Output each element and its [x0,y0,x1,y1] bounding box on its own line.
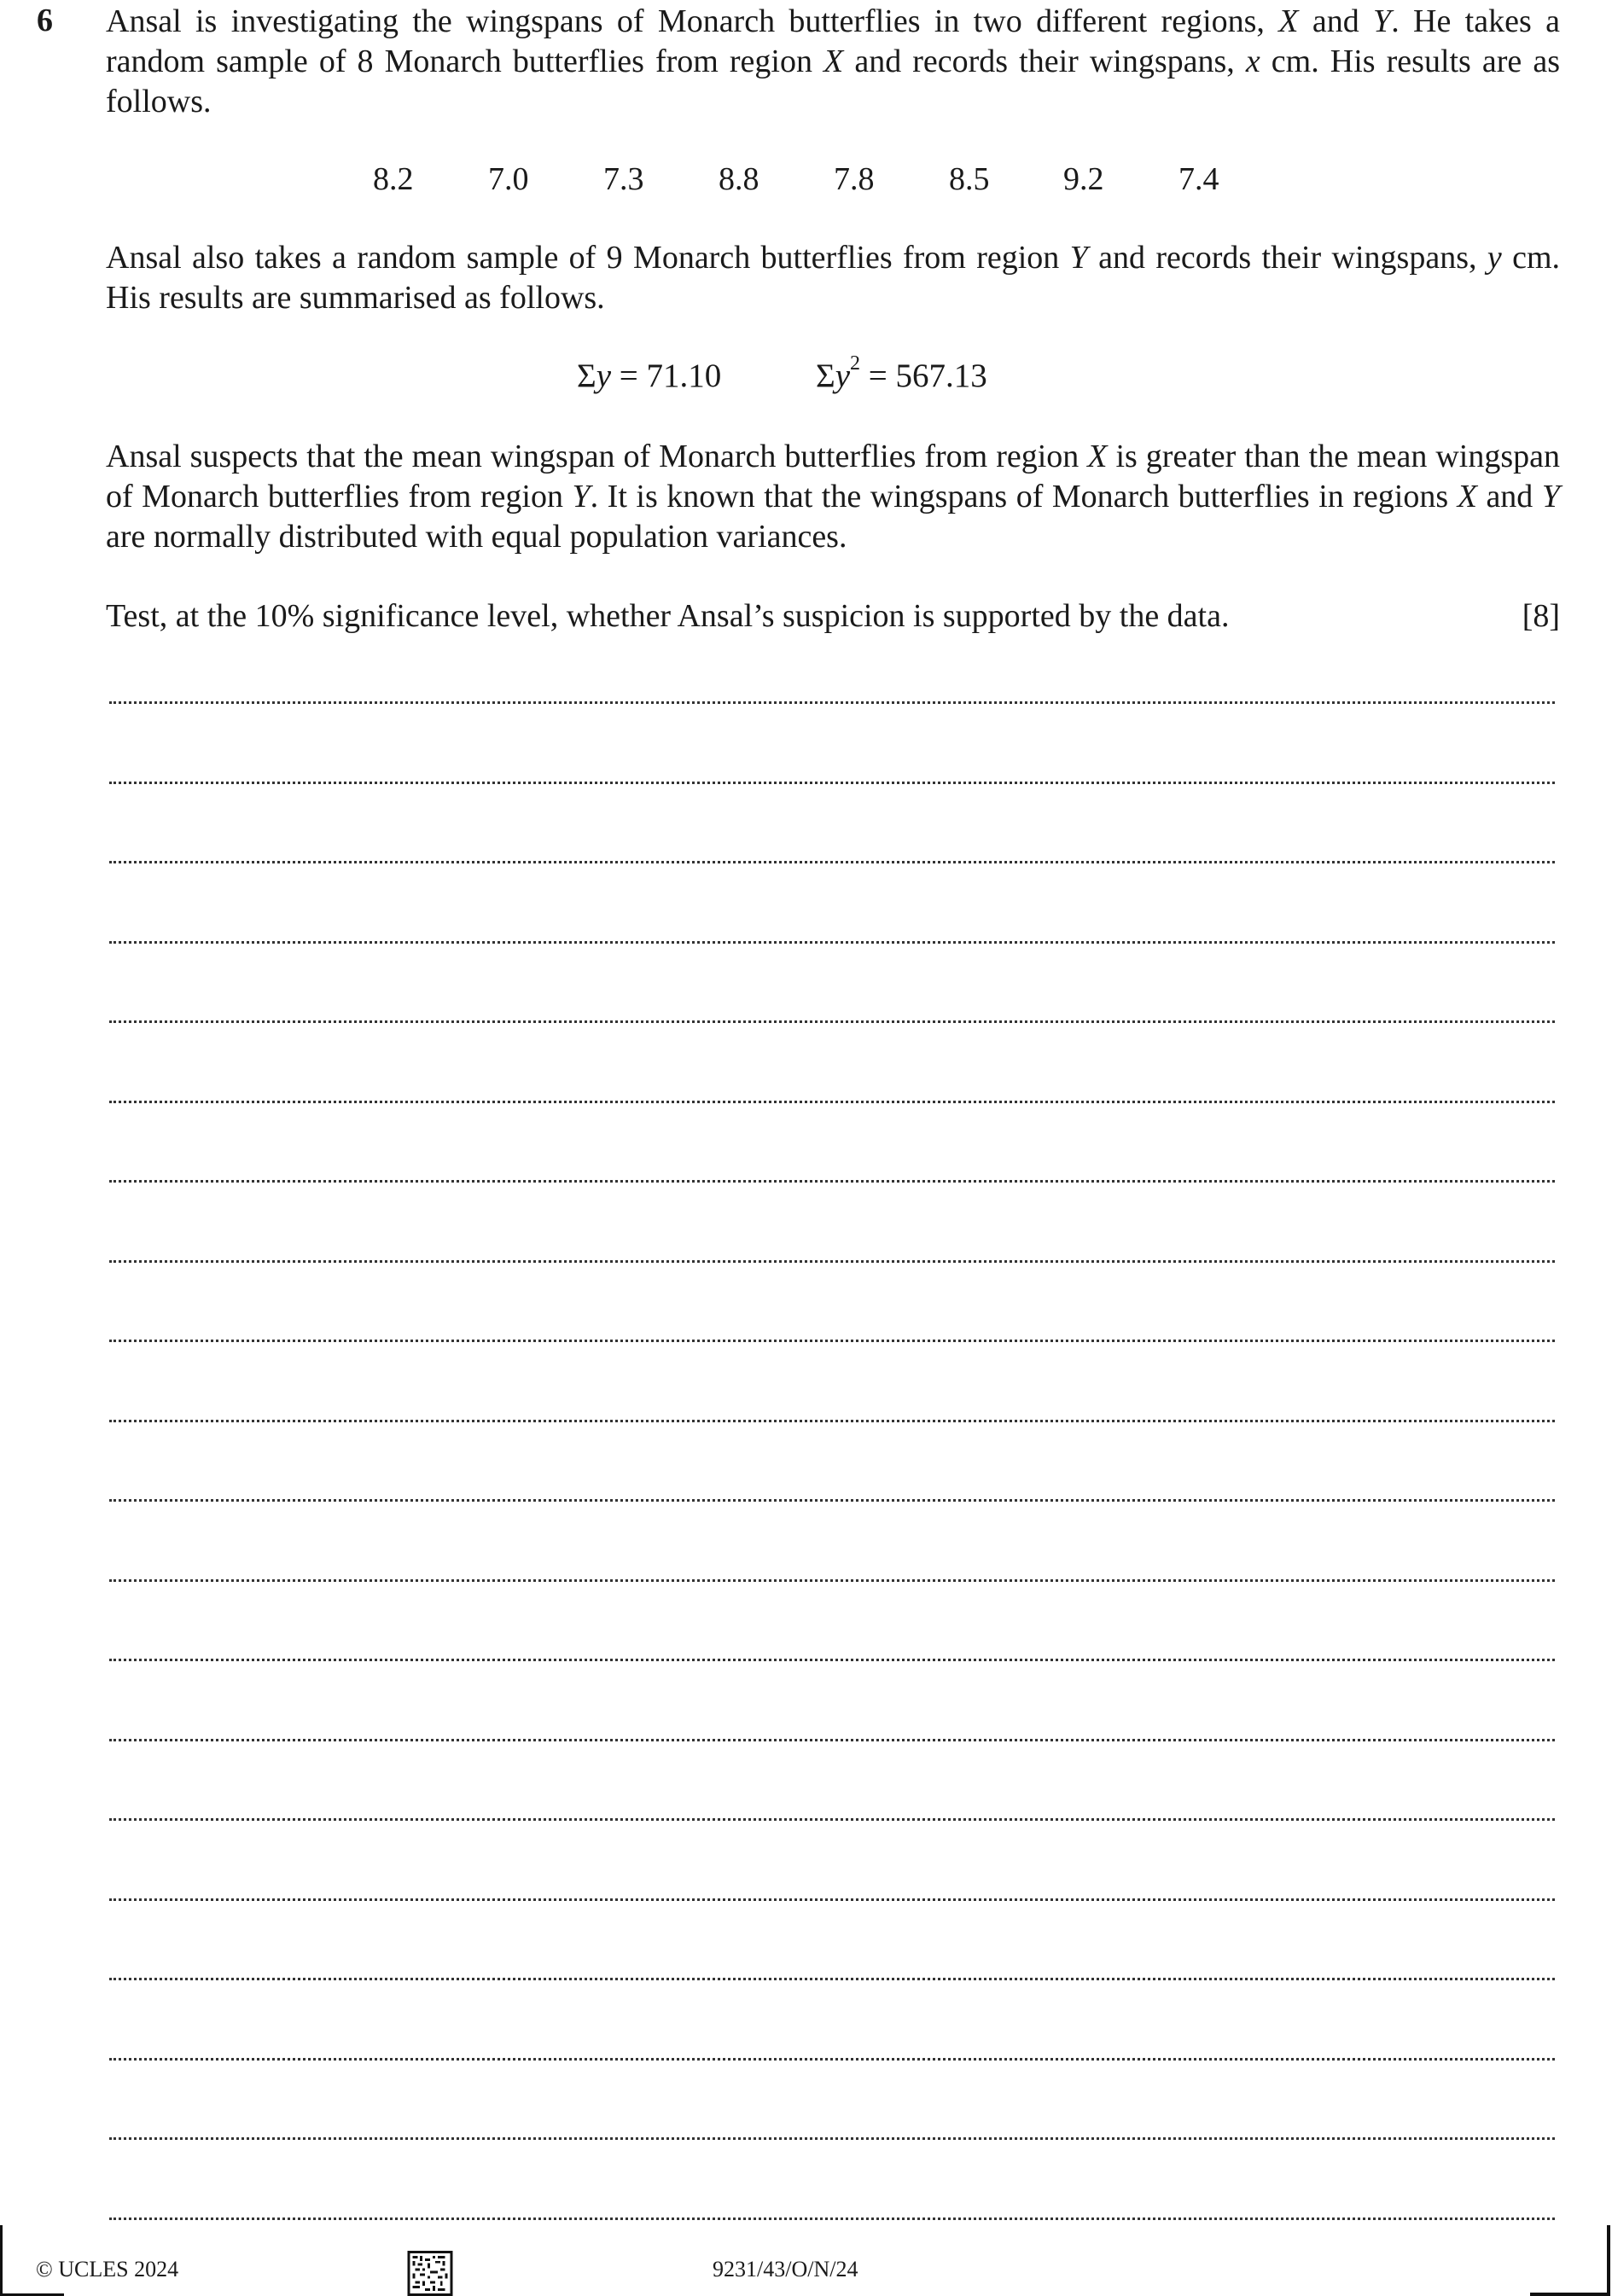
answer-line[interactable] [109,1180,1555,1183]
x-value: 7.4 [1178,161,1219,197]
answer-line[interactable] [109,1659,1555,1661]
answer-line[interactable] [109,2058,1555,2061]
x-value: 8.5 [949,161,990,197]
x-value: 9.2 [1063,161,1104,197]
x-value: 7.0 [488,161,529,197]
y-summary-statistics [0,352,1612,399]
crop-mark-right-bottom [1530,2293,1610,2296]
answer-line[interactable] [109,1898,1555,1901]
answer-line[interactable] [109,1579,1555,1582]
answer-line[interactable] [109,1020,1555,1023]
task-text: Test, at the 10% significance level, whether Ansal’s suspicion is supported by the data. [106,598,1230,634]
crop-mark-right [1607,2225,1610,2296]
x-value: 7.8 [834,161,875,197]
barcode-icon [407,2251,453,2296]
answer-line[interactable] [109,1340,1555,1342]
sum-y-squared: $\Sigma y^2 = 567.13$ [816,352,987,394]
region-y-paragraph: Ansal also takes a random sample of 9 Monarch butterflies from region Y and records their wingspans, y cm. His results are summarised as follows. [106,240,1560,316]
answer-line[interactable] [109,861,1555,863]
crop-mark-left [0,2225,3,2296]
answer-line[interactable] [109,782,1555,784]
x-value: 8.8 [719,161,759,197]
marks-allocation: [8] [1522,598,1560,634]
paper-code: 9231/43/O/N/24 [713,2257,858,2281]
answer-line[interactable] [109,2218,1555,2220]
answer-line[interactable] [109,701,1555,704]
answer-line[interactable] [109,941,1555,944]
answer-line[interactable] [109,1101,1555,1103]
task-line [106,596,1560,636]
answer-line[interactable] [109,1499,1555,1502]
answer-line[interactable] [109,1978,1555,1980]
sum-y: Σy = 71.10 [577,357,722,394]
answer-line[interactable] [109,1260,1555,1263]
answer-line[interactable] [109,1818,1555,1821]
x-value: 8.2 [373,161,414,197]
answer-line[interactable] [109,2137,1555,2140]
answer-line[interactable] [109,1420,1555,1422]
question-number: 6 [37,3,53,38]
question-intro-paragraph: Ansal is investigating the wingspans of Monarch butterflies in two different regions, X and Y. He takes a random sample of 8 Monarch butterflies from region X and records their wingspans, x cm. His results are as follows. [106,3,1561,119]
x-value: 7.3 [603,161,644,197]
copyright-text: © UCLES 2024 [36,2257,179,2281]
answer-line[interactable] [109,1739,1555,1741]
hypothesis-paragraph: Ansal suspects that the mean wingspan of Monarch butterflies from region X is greater than the mean wingspan of Monarch butterflies from region Y. It is known that the wingspans of Monarch butterflies in regions X and Y are normally distributed with equal population variances. [106,439,1560,555]
x-sample-values [0,160,1612,201]
